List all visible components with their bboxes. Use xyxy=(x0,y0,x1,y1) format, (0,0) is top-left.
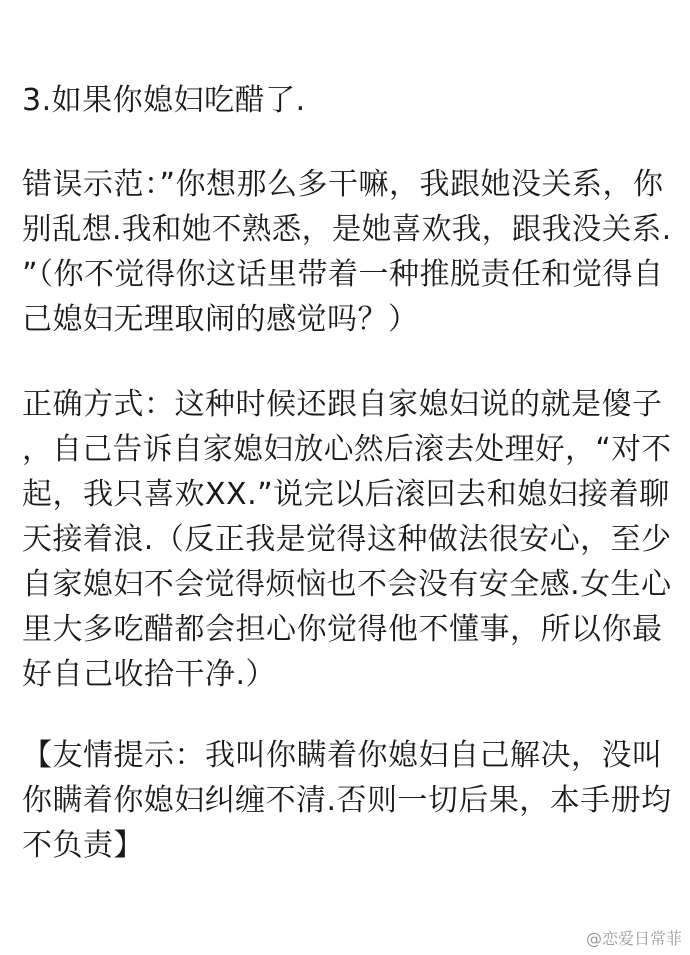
wrong-example-line-1: 错误示范：”你想那么多干嘛，我跟她没关系，你 xyxy=(22,167,664,202)
correct-method-line-2: ，自己告诉自家媳妇放心然后滚去处理好，“对不 xyxy=(22,432,672,467)
correct-method-line-3: 起，我只喜欢XX.”说完以后滚回去和媳妇接着聊 xyxy=(22,477,670,512)
correct-method-line-6: 里大多吃醋都会担心你觉得他不懂事，所以你最 xyxy=(22,612,663,647)
correct-method-line-5: 自家媳妇不会觉得烦恼也不会没有安全感.女生心 xyxy=(22,567,672,602)
correct-method-line-7: 好自己收拾干净.） xyxy=(22,657,277,692)
wrong-example-line-2: 别乱想.我和她不熟悉，是她喜欢我，跟我没关系. xyxy=(22,212,672,247)
friendly-tip-line-2: 你瞒着你媳妇纠缠不清.否则一切后果，本手册均 xyxy=(22,783,672,818)
watermark: @恋爱日常菲 xyxy=(585,929,682,948)
friendly-tip-line-1: 【友情提示：我叫你瞒着你媳妇自己解决，没叫 xyxy=(22,738,663,773)
correct-method-line-4: 天接着浪.（反正我是觉得这种做法很安心，至少 xyxy=(22,522,672,557)
wrong-example-line-3: ”（你不觉得你这话里带着一种推脱责任和觉得自 xyxy=(22,257,664,292)
section-heading: 3.如果你媳妇吃醋了. xyxy=(22,83,306,118)
wrong-example-line-4: 己媳妇无理取闹的感觉吗？） xyxy=(22,302,419,337)
correct-method-line-1: 正确方式：这种时候还跟自家媳妇说的就是傻子 xyxy=(22,387,663,422)
friendly-tip-line-3: 不负责】 xyxy=(22,828,144,863)
